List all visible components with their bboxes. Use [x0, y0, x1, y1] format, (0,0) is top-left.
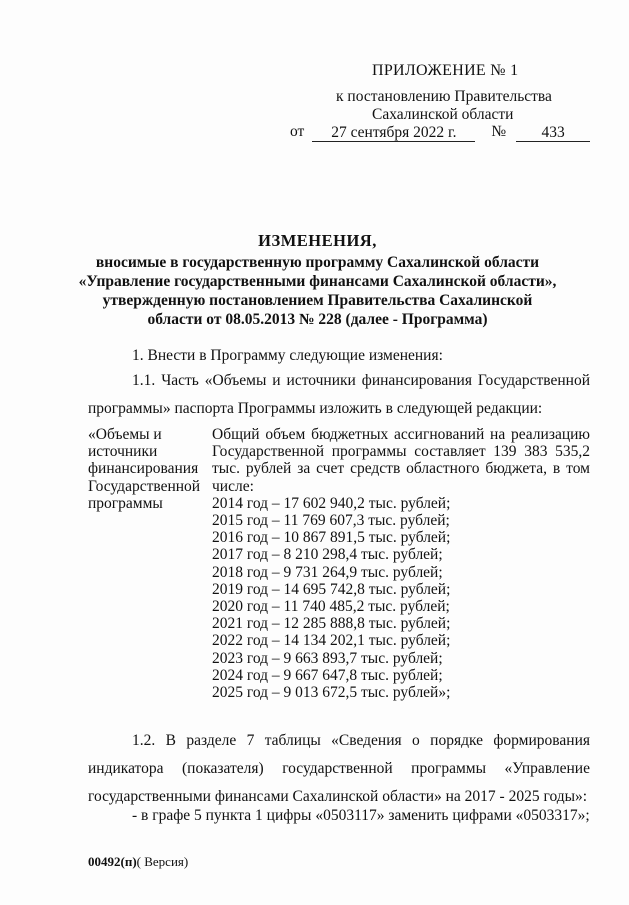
year-line: 2019 год – 14 695 742,8 тыс. рублей; [212, 580, 451, 598]
item-1-2-line: государственными финансами Сахалинской области» на 2017 - 2025 годы»: [88, 788, 588, 805]
heading-line: «Управление государственными финансами Сахалинской области», [78, 273, 557, 290]
year-line: 2021 год – 12 285 888,8 тыс. рублей; [212, 615, 451, 633]
item-1-1-line2: программы» паспорта Программы изложить в следующей редакции: [88, 400, 543, 417]
footer-version: ( Версия) [136, 854, 189, 869]
label-line: Государственной [88, 477, 201, 495]
intro-line: числе: [212, 477, 254, 495]
decree-date: 27 сентября 2022 г. [312, 124, 475, 142]
year-line: 2018 год – 9 731 264,9 тыс. рублей; [212, 563, 443, 581]
bullet-change: - в графе 5 пункта 1 цифры «0503117» заменить цифрами «0503317»; [132, 807, 590, 824]
decree-reference-line1: к постановлению Правительства [336, 88, 552, 105]
item-1-2 [88, 727, 590, 811]
decree-reference-line2: Сахалинской области [372, 106, 514, 123]
number-label: № [491, 123, 507, 140]
item-1-2-line: индикатора (показателя) государственной программы «Управление [88, 760, 590, 777]
intro-line: тыс. рублей за счет средств областного бюджета, в том [212, 460, 590, 478]
year-line: 2020 год – 11 740 485,2 тыс. рублей; [212, 598, 450, 616]
item-1: 1. Внести в Программу следующие изменения: [132, 347, 443, 364]
heading-line: утвержденную постановлением Правительства Сахалинской [102, 292, 533, 309]
item-1-1-line1 [88, 370, 590, 391]
funding-label-cell [88, 426, 212, 701]
label-line: «Объемы и [88, 426, 162, 443]
year-line: 2023 год – 9 663 893,7 тыс. рублей; [212, 649, 443, 667]
year-line: 2016 год – 10 867 891,5 тыс. рублей; [212, 529, 451, 547]
funding-table [88, 426, 590, 701]
intro-line: Государственной программы составляет 139 383 535,2 [212, 443, 590, 461]
year-line: 2025 год – 9 013 672,5 тыс. рублей»; [212, 684, 451, 702]
heading-line: вносимые в государственную программу Сахалинской области [95, 254, 540, 271]
year-line: 2022 год – 14 134 202,1 тыс. рублей; [212, 632, 451, 650]
heading-title: ИЗМЕНЕНИЯ, [258, 231, 377, 250]
decree-meta [290, 121, 590, 142]
year-line: 2015 год – 11 769 607,3 тыс. рублей; [212, 512, 450, 530]
item-1-1-text: 1.1. Часть «Объемы и источники финансирования Государственной [132, 372, 590, 389]
footer-code [88, 851, 188, 872]
footer-code-number: 00492(п) [88, 854, 137, 869]
heading-line: области от 08.05.2013 № 228 (далее - Программа) [147, 311, 488, 328]
label-line: финансирования [88, 460, 199, 478]
intro-line: Общий объем бюджетных ассигнований на реализацию [212, 426, 590, 443]
label-line: программы [88, 494, 163, 512]
label-line: источники [88, 443, 158, 461]
decree-number: 433 [516, 124, 590, 142]
funding-value-cell [212, 426, 590, 701]
item-1-2-line: 1.2. В разделе 7 таблицы «Сведения о порядке формирования [132, 732, 590, 749]
year-line: 2017 год – 8 210 298,4 тыс. рублей; [212, 546, 443, 564]
year-line: 2024 год – 9 667 647,8 тыс. рублей; [212, 666, 443, 684]
document-heading [45, 230, 590, 329]
annex-title: ПРИЛОЖЕНИЕ № 1 [372, 62, 519, 79]
year-line: 2014 год – 17 602 940,2 тыс. рублей; [212, 494, 451, 512]
from-label: от [290, 123, 305, 140]
